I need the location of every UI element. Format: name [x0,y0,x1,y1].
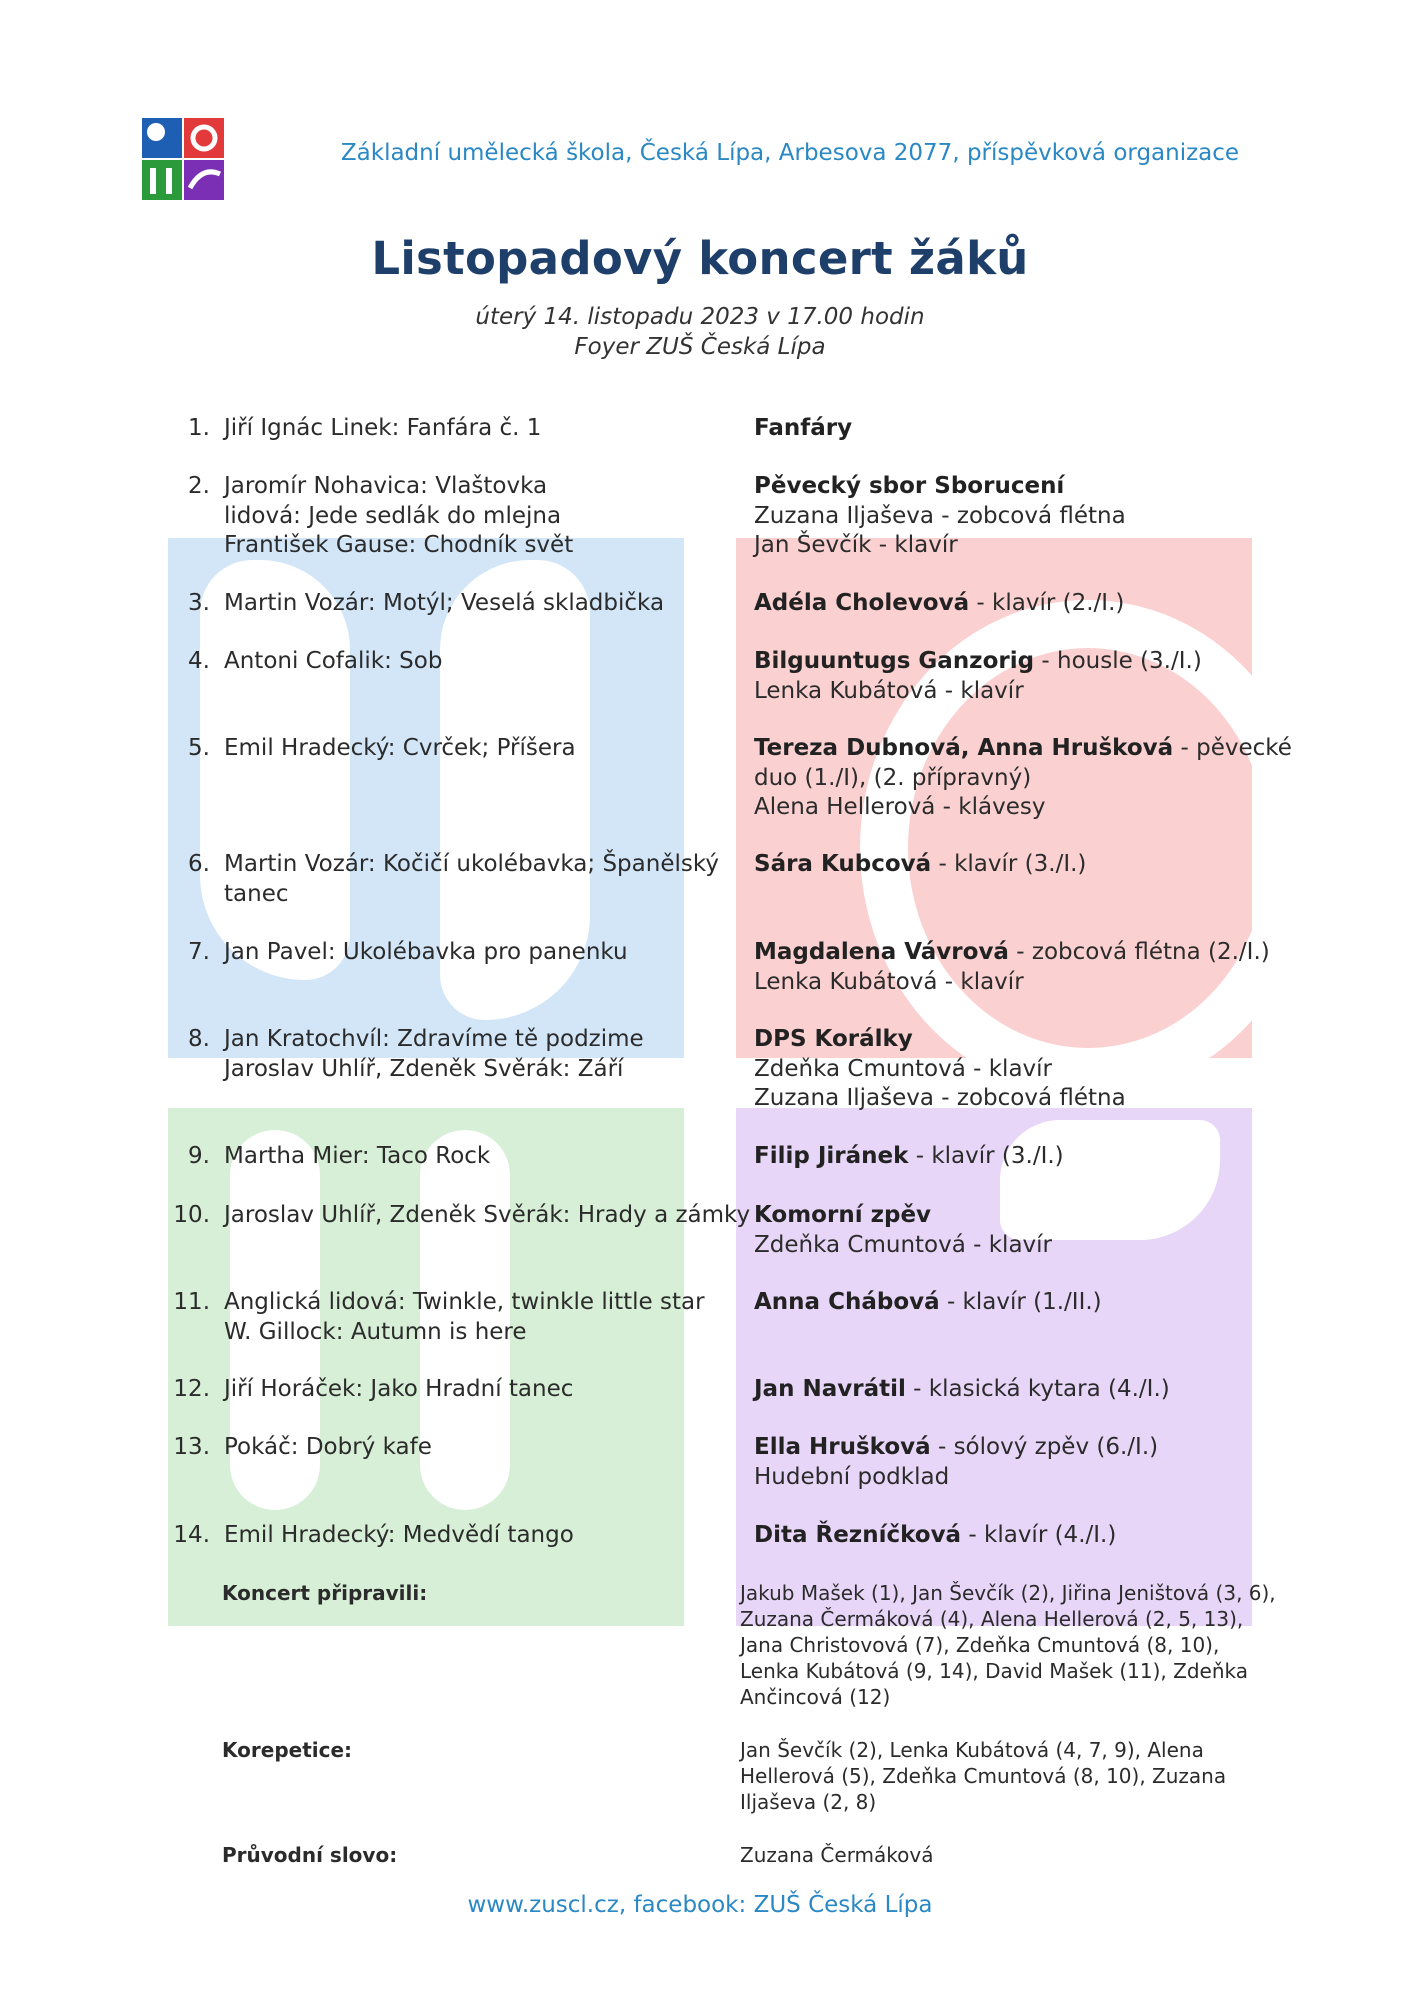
program-item-pieces [224,1201,751,1231]
program-item-pieces [224,1433,744,1463]
program-item-number: 6. [188,851,210,877]
program-item-pieces [224,1288,744,1347]
performer-name: DPS Korálky [754,1026,913,1052]
piece-title: tanec [224,880,289,907]
performer-detail: Lenka Kubátová - klavír [754,968,1024,995]
performer-detail: - klavír (3./I.) [931,851,1087,877]
performer-name: Jan Navrátil [754,1376,906,1402]
program-item-number: 10. [173,1202,210,1228]
program-item-performers [754,647,1294,706]
program-item-performers [754,589,1294,619]
program-item-pieces [224,589,744,619]
piece-title: Jaromír Nohavica: Vlaštovka [224,473,548,499]
credit-line: Lenka Kubátová (9, 14), David Mašek (11), Zdeňka [740,1659,1249,1683]
program-item-pieces [224,938,744,968]
performer-line [754,589,1294,619]
program-item-number: 14. [173,1522,210,1548]
performer-line [754,1231,1294,1261]
program-item-pieces [224,1521,744,1551]
performer-detail: Zuzana Iljaševa - zobcová flétna [754,502,1126,529]
performer-name: Tereza Dubnová, Anna Hrušková [754,735,1174,761]
piece-title: W. Gillock: Autumn is here [224,1318,527,1345]
performer-line [754,502,1294,532]
face-silhouette-left [200,560,350,980]
credit-line: Zuzana Čermáková [740,1843,934,1867]
program-item-performers [754,1142,1294,1172]
program-item-number: 11. [173,1289,210,1315]
program-item-performers [754,472,1294,561]
piece-title: Antoni Cofalik: Sob [224,648,443,674]
performer-line [754,531,1294,561]
piece-title: Jiří Horáček: Jako Hradní tanec [224,1376,574,1402]
piece-title: Martha Mier: Taco Rock [224,1143,491,1169]
piece-title: Emil Hradecký: Cvrček; Příšera [224,735,576,761]
performer-line [754,677,1294,707]
performer-line [754,1288,1294,1318]
program-item-number: 7. [188,939,210,965]
piece-title: Jan Kratochvíl: Zdravíme tě podzime [224,1026,644,1052]
performer-line [754,472,1294,502]
performer-detail: - klasická kytara (4./I.) [905,1376,1170,1402]
program-item-performers [754,1375,1294,1405]
performer-line [754,1201,1294,1231]
performer-line [754,968,1294,998]
piece-title: Martin Vozár: Motýl; Veselá skladbička [224,590,665,616]
program-item-number: 12. [173,1376,210,1402]
performer-line [754,1055,1294,1085]
credit-label: Koncert připravili: [222,1581,428,1605]
credit-label: Korepetice: [222,1738,353,1762]
performer-detail: - sólový zpěv (6./I.) [930,1434,1159,1460]
performer-line [754,1025,1294,1055]
credit-value [740,1737,1320,1815]
program-item-pieces [224,1142,744,1172]
performer-name: Komorní zpěv [754,1202,932,1228]
program-item-performers [754,938,1294,997]
performer-detail: - klavír (2./I.) [969,590,1125,616]
performer-detail: Jan Ševčík - klavír [754,532,958,558]
program-item-number: 4. [188,648,210,674]
program-item-number: 13. [173,1434,210,1460]
piece-title: Emil Hradecký: Medvědí tango [224,1522,574,1548]
school-header: Základní umělecká škola, Česká Lípa, Arbesova 2077, příspěvková organizace [340,140,1240,166]
performer-name: Fanfáry [754,415,853,441]
program-item-performers [754,1521,1294,1551]
performer-line [754,850,1294,880]
page-title: Listopadový koncert žáků [371,232,1029,285]
piece-title: Jaroslav Uhlíř, Zdeněk Svěrák: Září [224,1055,624,1082]
performer-name: Sára Kubcová [754,851,932,877]
concert-place: Foyer ZUŠ Česká Lípa [574,334,826,360]
credit-line: Jan Ševčík (2), Lenka Kubátová (4, 7, 9), Alena [740,1738,1204,1762]
program-item-performers [754,414,1294,444]
program-item-pieces [224,1375,744,1405]
credit-line: Jana Christovová (7), Zdeňka Cmuntová (8, 10), [740,1633,1220,1657]
performer-line [754,1463,1294,1493]
piece-title: lidová: Jede sedlák do mlejna [224,502,562,529]
piece-title: Jan Pavel: Ukolébavka pro panenku [224,939,628,965]
piece-title: Martin Vozár: Kočičí ukolébavka; Španělský [224,851,719,877]
program-item-performers [754,734,1294,823]
piece-title: František Gause: Chodník svět [224,532,574,558]
credit-line: Zuzana Čermáková (4), Alena Hellerová (2, 5, 13), [740,1607,1244,1631]
performer-line [754,647,1294,677]
program-item-pieces [224,647,744,677]
performer-detail: Zuzana Iljaševa - zobcová flétna [754,1085,1126,1111]
credit-line: Iljaševa (2, 8) [740,1790,877,1814]
performer-line [754,1084,1294,1114]
performer-line [754,414,1294,444]
piece-title: Anglická lidová: Twinkle, twinkle little star [224,1289,705,1315]
program-item-performers [754,1201,1294,1260]
performer-line [754,764,1294,794]
credit-value [740,1842,1320,1868]
program-item-pieces [224,850,744,909]
performer-line [754,1521,1294,1551]
concert-subtitle [200,302,1200,362]
performer-name: Pěvecký sbor Sborucení [754,473,1065,499]
program-item-number: 8. [188,1026,210,1052]
performer-line [754,938,1294,968]
performer-name: Bilguuntugs Ganzorig [754,648,1035,674]
performer-line [754,734,1294,764]
program-item-pieces [224,414,744,444]
performer-name: Anna Chábová [754,1289,940,1315]
performer-detail: Hudební podklad [754,1463,950,1490]
performer-name: Filip Jiránek [754,1143,909,1169]
program-item-performers [754,1288,1294,1318]
performer-line [754,1433,1294,1463]
performer-detail: Alena Hellerová - klávesy [754,794,1046,820]
footer-links: www.zuscl.cz, facebook: ZUŠ Česká Lípa [467,1892,933,1918]
performer-detail: - zobcová flétna (2./I.) [1008,939,1270,965]
performer-detail: Zdeňka Cmuntová - klavír [754,1231,1053,1258]
program-item-performers [754,850,1294,880]
school-logo-icon [142,118,224,200]
program-item-number: 5. [188,735,210,761]
performer-name: Magdalena Vávrová [754,939,1009,965]
performer-line [754,1375,1294,1405]
performer-name: Dita Řezníčková [754,1522,962,1548]
program-item-pieces [224,734,744,764]
performer-detail: Lenka Kubátová - klavír [754,677,1024,704]
program-item-pieces [224,472,744,561]
performer-detail: - klavír (4./I.) [961,1522,1117,1548]
performer-detail: - pěvecké [1173,735,1292,761]
piece-title: Jiří Ignác Linek: Fanfára č. 1 [224,415,542,441]
performer-detail: - klavír (1./II.) [939,1289,1102,1315]
program-item-number: 3. [188,590,210,616]
performer-detail: duo (1./I), (2. přípravný) [754,764,1032,791]
performer-name: Ella Hrušková [754,1434,931,1460]
program-item-number: 2. [188,473,210,499]
program-item-number: 9. [188,1143,210,1169]
performer-detail: Zdeňka Cmuntová - klavír [754,1055,1053,1082]
piece-title: Jaroslav Uhlíř, Zdeněk Svěrák: Hrady a zámky [224,1202,751,1228]
credit-label: Průvodní slovo: [222,1843,398,1867]
credit-line: Ančincová (12) [740,1685,891,1709]
program-item-performers [754,1433,1294,1492]
program-item-number: 1. [188,415,210,441]
program-item-performers [754,1025,1294,1114]
performer-name: Adéla Cholevová [754,590,970,616]
credit-line: Hellerová (5), Zdeňka Cmuntová (8, 10), Zuzana [740,1764,1227,1788]
piece-title: Pokáč: Dobrý kafe [224,1434,432,1460]
performer-line [754,793,1294,823]
performer-line [754,1142,1294,1172]
performer-detail: - housle (3./I.) [1034,648,1202,674]
credit-line: Jakub Mašek (1), Jan Ševčík (2), Jiřina Jeništová (3, 6), [740,1581,1276,1605]
performer-detail: - klavír (3./I.) [908,1143,1064,1169]
program-item-pieces [224,1025,744,1084]
credit-value [740,1580,1320,1710]
concert-date: úterý 14. listopadu 2023 v 17.00 hodin [475,304,925,330]
